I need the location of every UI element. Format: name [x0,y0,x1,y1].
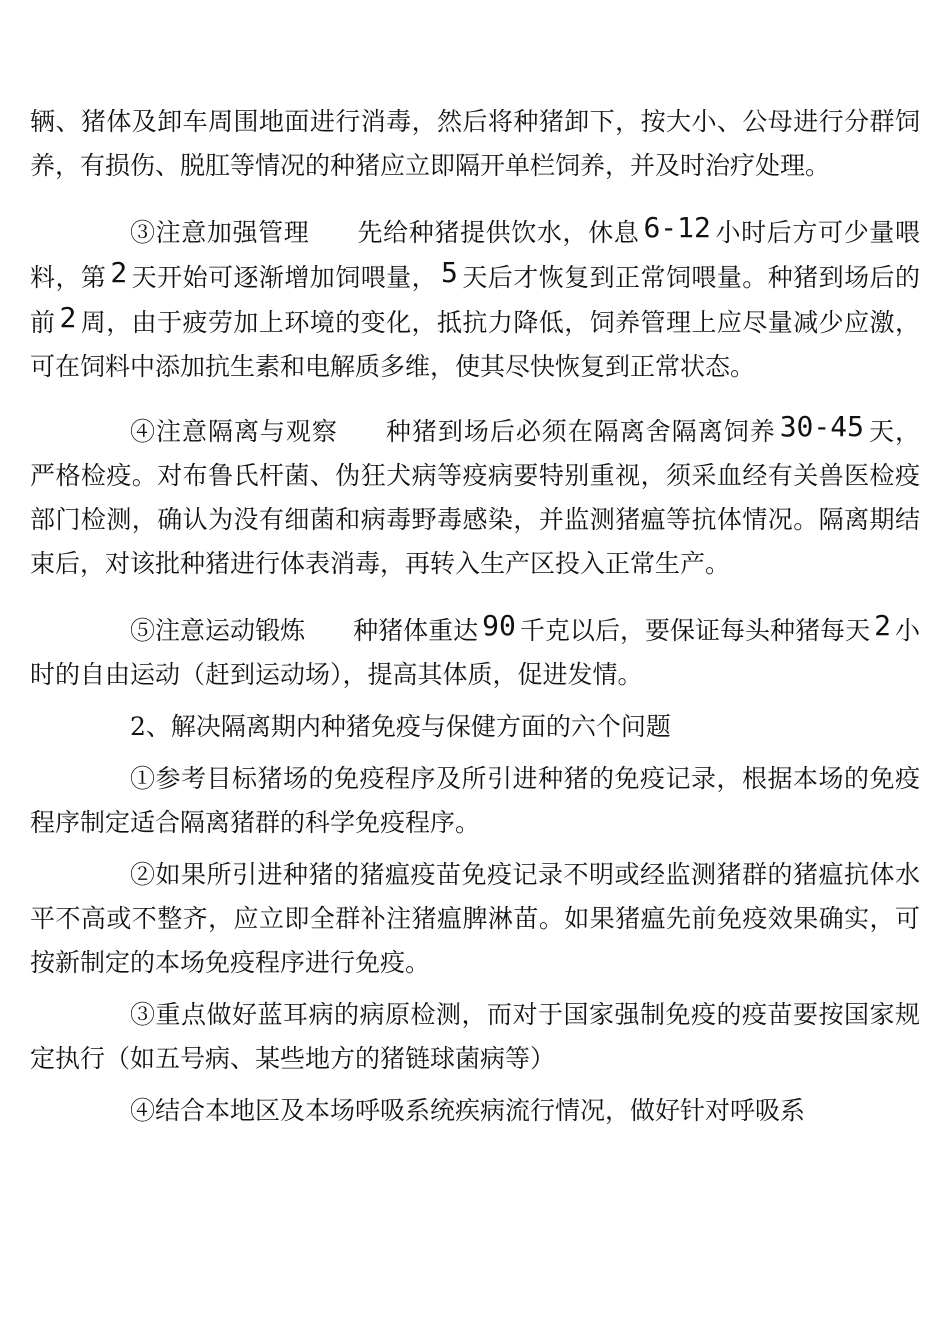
paragraph-text: 天开始可逐渐增加饲喂量， [131,263,438,292]
number-days: 5 [441,256,458,289]
paragraph-text: 2、解决隔离期内种猪免疫与保健方面的六个问题 [130,712,671,741]
paragraph-immunization-3 [30,993,920,1081]
paragraph-text: ②如果所引进种猪的猪瘟疫苗免疫记录不明或经监测猪群的猪瘟抗体水平不高或不整齐，应立即全群补注猪瘟脾淋苗。如果猪瘟先前免疫效果确实，可按新制定的本场免疫程序进行免疫。 [30,860,920,977]
number-rest-hours: 6-12 [643,211,711,244]
paragraph-unloading [30,100,920,188]
paragraph-text: ①参考目标猪场的免疫程序及所引进种猪的免疫记录，根据本场的免疫程序制定适合隔离猪群的科学免疫程序。 [30,764,920,837]
section-heading-exercise: ⑤注意运动锻炼 [130,616,306,645]
paragraph-text: 天后才恢复到正常饲喂量。种猪到场后的前 [30,263,920,337]
number-day: 2 [110,256,128,289]
document-page [30,100,920,1143]
paragraph-text: 种猪体重达 [353,616,479,645]
paragraph-immunization-2 [30,853,920,985]
paragraph-immunization-1 [30,757,920,845]
number-hours: 2 [874,609,891,642]
paragraph-text: 千克以后，要保证每头种猪每天 [519,616,871,645]
paragraph-isolation [30,409,920,586]
section-heading-management: ③注意加强管理 [130,218,310,247]
section-heading-isolation: ④注意隔离与观察 [130,417,338,446]
paragraph-management [30,210,920,389]
paragraph-exercise [30,608,920,697]
paragraph-immunization-4 [30,1089,920,1133]
paragraph-text: 周，由于疲劳加上环境的变化，抵抗力降低，饲养管理上应尽量减少应激，可在饲料中添加抗生素和电解质多维，使其尽快恢复到正常状态。 [30,308,920,381]
paragraph-text: 辆、猪体及卸车周围地面进行消毒，然后将种猪卸下，按大小、公母进行分群饲养，有损伤、脱肛等情况的种猪应立即隔开单栏饲养，并及时治疗处理。 [30,107,920,180]
paragraph-text: 种猪到场后必须在隔离舍隔离饲养 [385,417,776,446]
section-heading-immunization [30,705,920,749]
paragraph-text: 小时的自由运动（赶到运动场），提高其体质，促进发情。 [30,616,920,689]
paragraph-text: 先给种猪提供饮水，休息 [357,218,640,247]
paragraph-text: ③重点做好蓝耳病的病原检测，而对于国家强制免疫的疫苗要按国家规定执行（如五号病、某些地方的猪链球菌病等） [30,1000,920,1073]
number-isolation-days: 30-45 [779,410,864,443]
number-weeks: 2 [59,301,77,334]
number-weight: 90 [482,609,516,642]
paragraph-text: ④结合本地区及本场呼吸系统疾病流行情况，做好针对呼吸系 [130,1096,806,1125]
paragraph-text: 小时后方可少量喂料，第 [30,218,920,292]
paragraph-text: 天，严格检疫。对布鲁氏杆菌、伪狂犬病等疫病要特别重视，须采血经有关兽医检疫部门检测，确认为没有细菌和病毒野毒感染，并监测猪瘟等抗体情况。隔离期结束后，对该批种猪进行体表消毒，再转入生产区投入正常生产。 [30,417,920,578]
